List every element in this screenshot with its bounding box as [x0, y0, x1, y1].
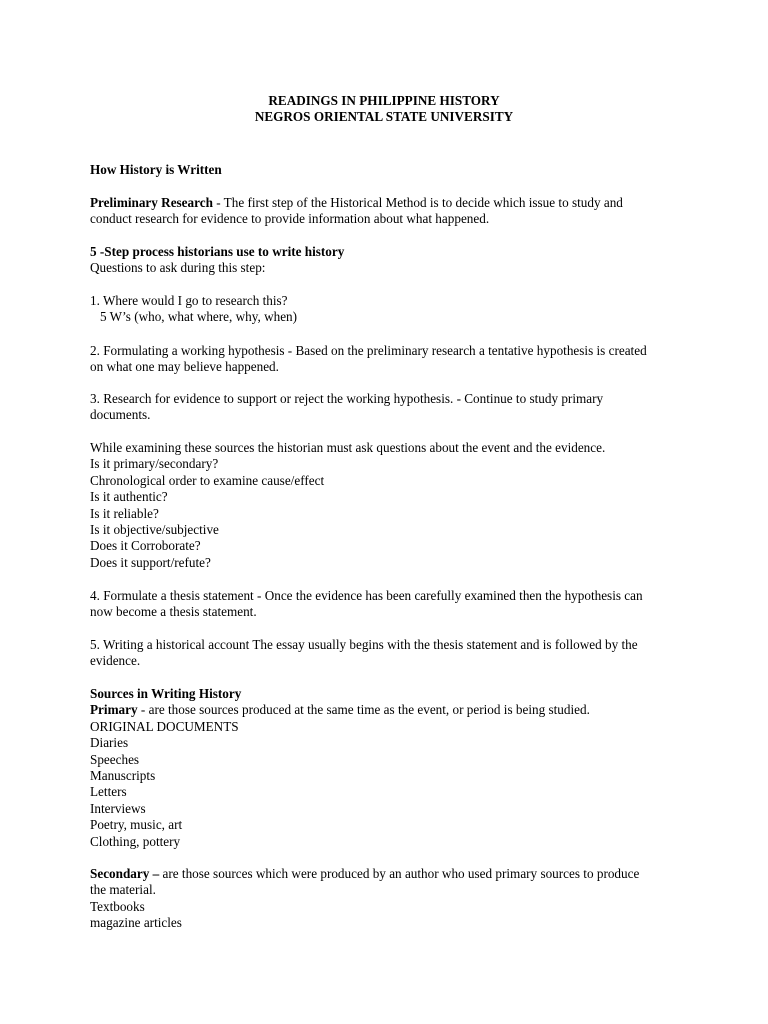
step-5-line-2: evidence. [90, 653, 141, 669]
step-3-line-1: 3. Research for evidence to support or reject the working hypothesis. - Continue to study primary [90, 391, 604, 406]
step-5-line-1: 5. Writing a historical account The essay usually begins with the thesis statement and is followed by the [90, 637, 638, 652]
secondary-definition-2: the material. [90, 882, 156, 898]
original-documents-label: ORIGINAL DOCUMENTS [90, 718, 239, 734]
primary-source-item: Diaries [90, 735, 129, 751]
primary-source-item: Manuscripts [90, 768, 156, 784]
step-1-paragraph [90, 293, 690, 326]
step-4-line-2: now become a thesis statement. [90, 604, 257, 620]
preliminary-research-text-1: - The first step of the Historical Method is to decide which issue to study and [212, 195, 623, 210]
preliminary-research-text-2: conduct research for evidence to provide information about what happened. [90, 211, 490, 227]
secondary-label: Secondary – [90, 866, 160, 881]
primary-definition: - are those sources produced at the same time as the event, or period is being studied. [137, 702, 590, 718]
primary-source-item: Interviews [90, 800, 146, 816]
examining-intro: While examining these sources the historian must ask questions about the event and the evidence. [90, 440, 606, 455]
primary-source-item: Letters [90, 784, 127, 800]
preliminary-research-label: Preliminary Research [90, 195, 213, 210]
question-item: Is it objective/subjective [90, 522, 219, 538]
primary-label: Primary [90, 702, 138, 718]
question-item: Chronological order to examine cause/effect [90, 472, 325, 488]
step-5-paragraph [90, 637, 690, 670]
title-line-1: READINGS IN PHILIPPINE HISTORY [268, 93, 500, 108]
primary-source-item: Poetry, music, art [90, 817, 183, 833]
secondary-source-item: Textbooks [90, 898, 145, 914]
secondary-source-item: magazine articles [90, 915, 182, 931]
primary-source-item: Speeches [90, 751, 140, 767]
question-item: Is it primary/secondary? [90, 456, 219, 472]
step-4-paragraph [90, 588, 690, 621]
how-history-heading: How History is Written [90, 162, 222, 177]
five-step-heading: 5 -Step process historians use to write history [90, 244, 345, 259]
step-2-line-1: 2. Formulating a working hypothesis - Based on the preliminary research a tentative hypothesis is created [90, 343, 647, 358]
examining-paragraph [90, 440, 690, 571]
question-item: Is it authentic? [90, 489, 168, 505]
step-2-paragraph [90, 343, 690, 376]
question-item: Does it support/refute? [90, 554, 211, 570]
step-3-line-2: documents. [90, 407, 151, 423]
primary-source-item: Clothing, pottery [90, 833, 181, 849]
how-history-heading-block [90, 162, 690, 178]
document-title [0, 93, 768, 126]
title-line-2: NEGROS ORIENTAL STATE UNIVERSITY [254, 109, 514, 125]
step-4-line-1: 4. Formulate a thesis statement - Once the evidence has been carefully examined then the hypothesis can [90, 588, 643, 603]
question-item: Is it reliable? [90, 505, 159, 521]
sources-section [90, 686, 690, 850]
step-3-paragraph [90, 391, 690, 424]
secondary-definition: are those sources which were produced by an author who used primary sources to produce [159, 866, 640, 881]
preliminary-research-paragraph [90, 195, 690, 228]
step-2-line-2: on what one may believe happened. [90, 359, 279, 375]
sources-heading: Sources in Writing History [90, 686, 242, 701]
question-item: Does it Corroborate? [90, 538, 201, 554]
step-1-line-1: 1. Where would I go to research this? [90, 293, 288, 308]
secondary-section [90, 866, 690, 932]
five-step-paragraph [90, 244, 690, 277]
step-1-line-2: 5 W’s (who, what where, why, when) [100, 309, 298, 325]
five-step-subtext: Questions to ask during this step: [90, 260, 266, 276]
